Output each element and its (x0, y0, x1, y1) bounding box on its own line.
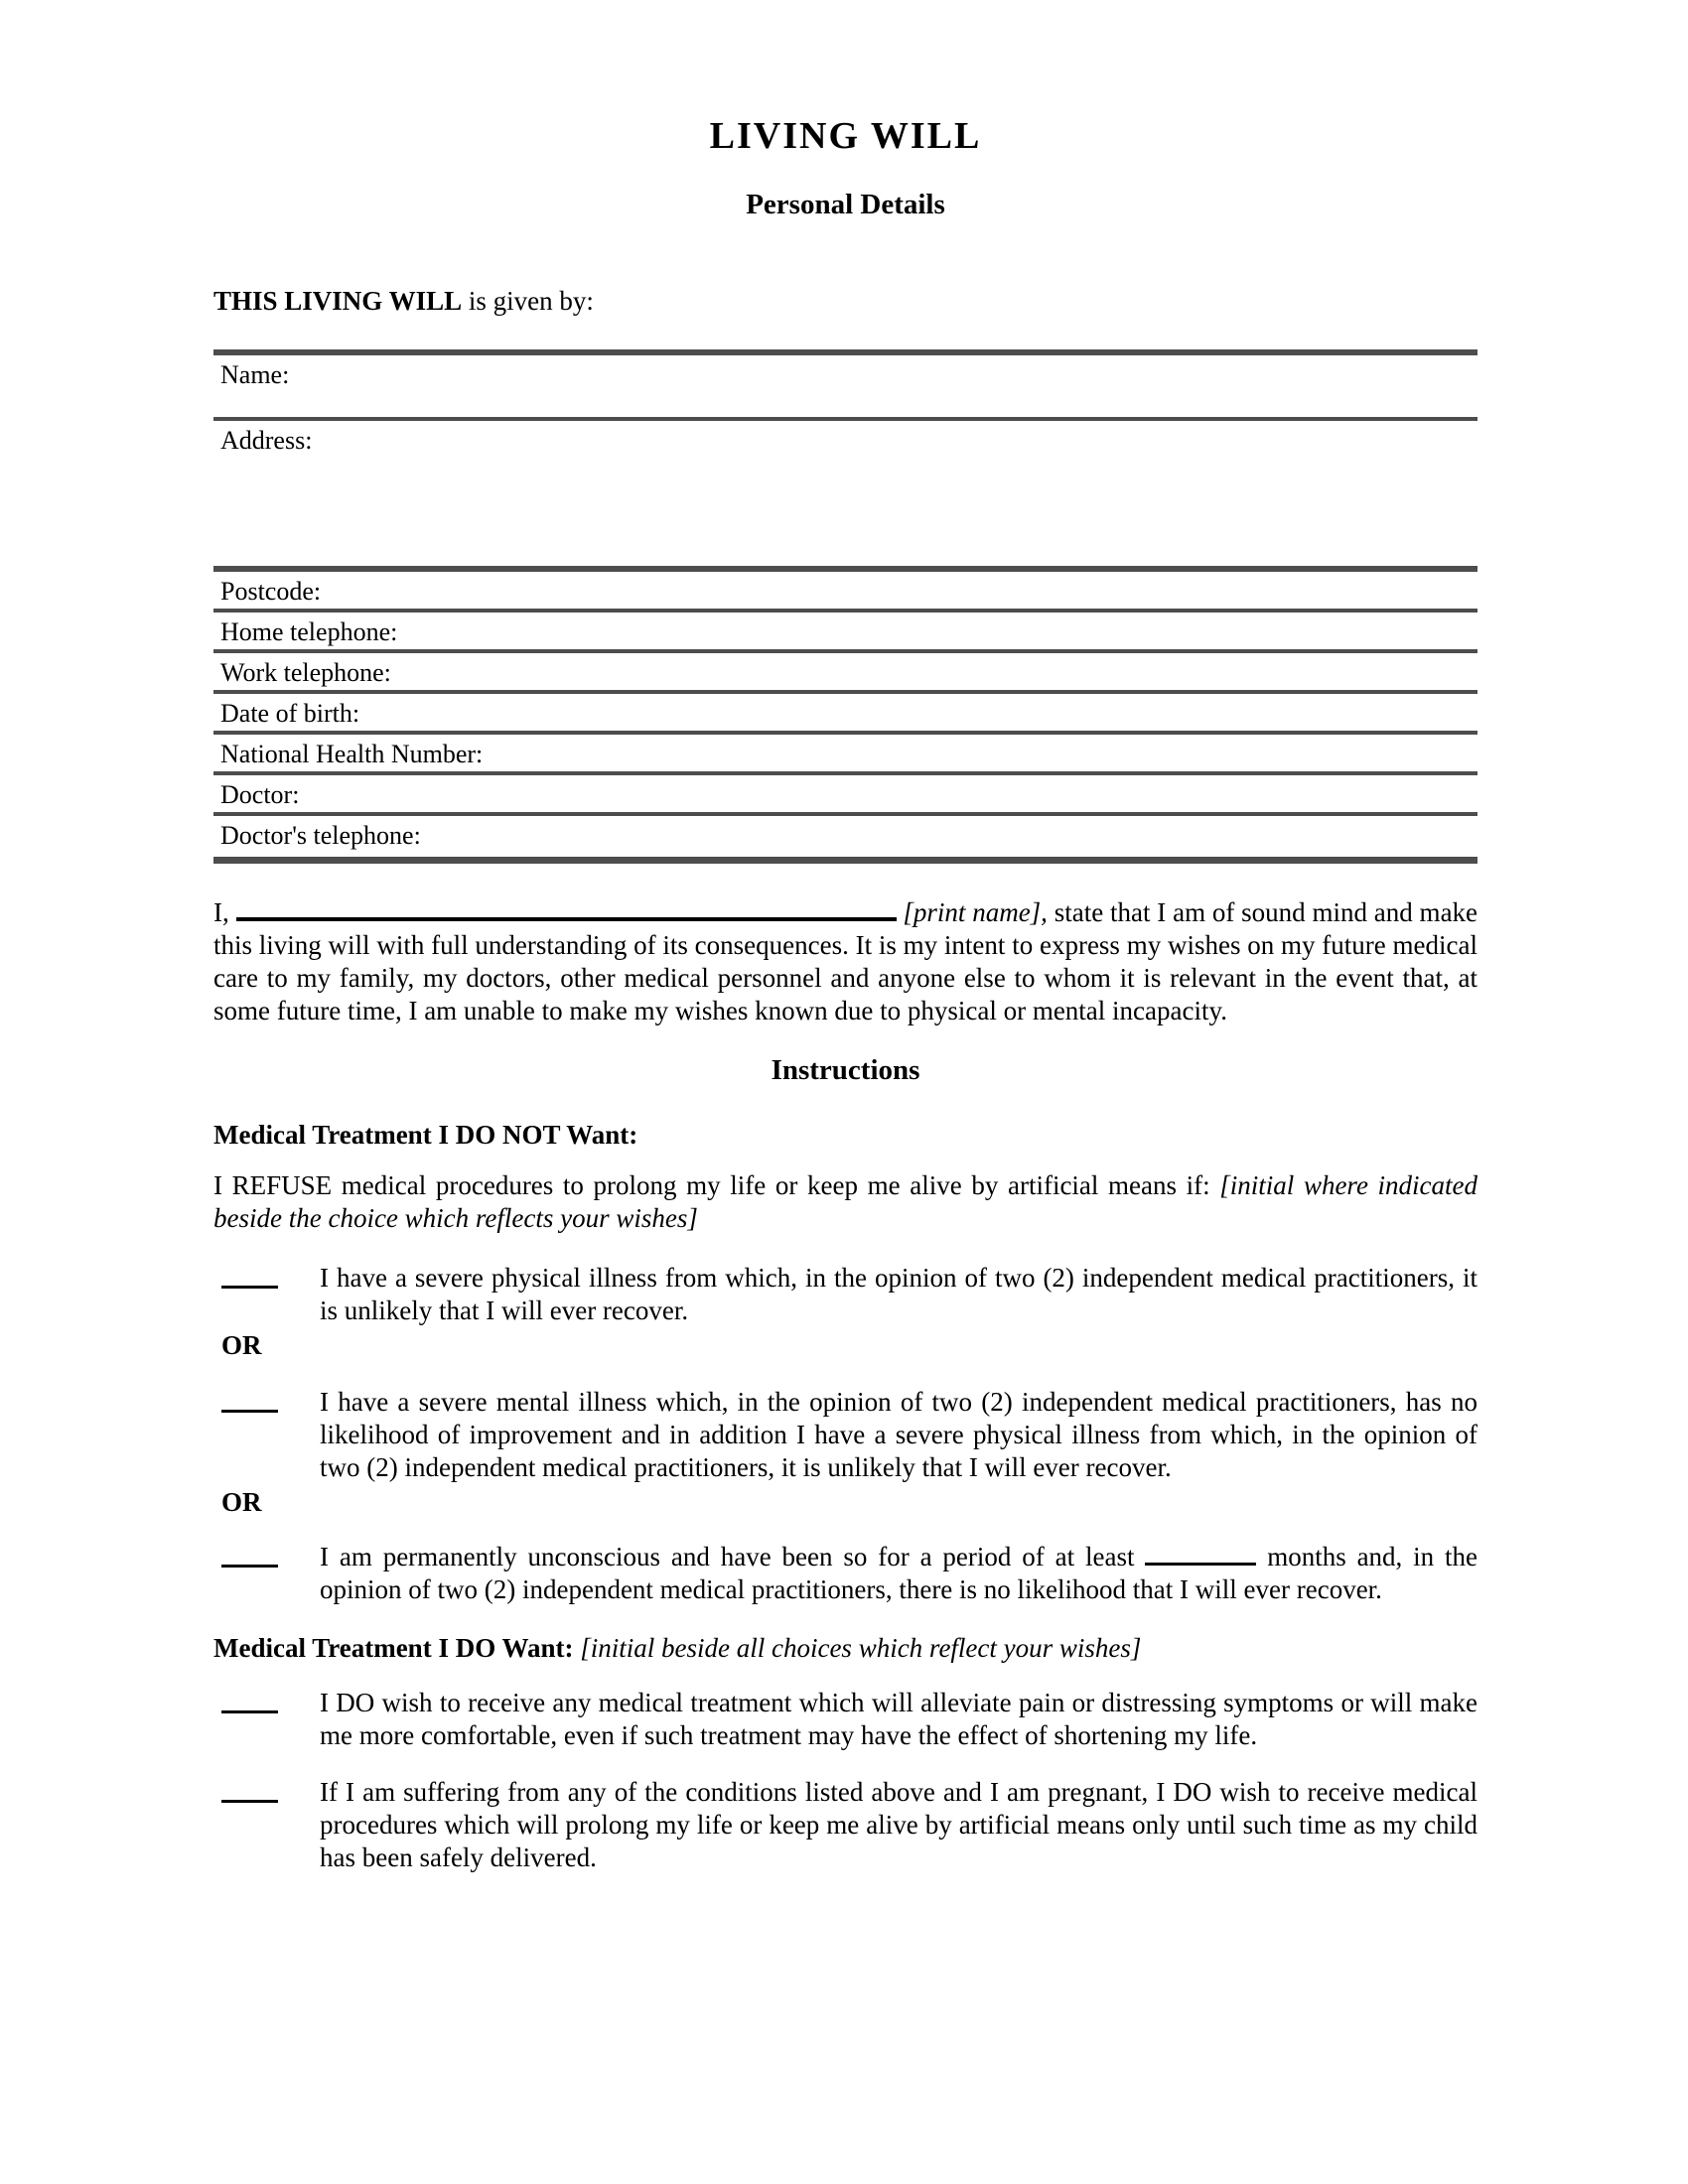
field-label-address: Address: (220, 426, 313, 455)
given-by-rest-text: is given by: (468, 286, 594, 316)
given-by-bold-text: THIS LIVING WILL (213, 286, 463, 316)
field-row-national-health-number[interactable] (213, 735, 1477, 775)
field-label-work-telephone: Work telephone: (220, 658, 391, 687)
declaration-paragraph (213, 896, 1477, 1027)
instructions-heading: Instructions (771, 1054, 920, 1086)
refuse-choice-3-before-blank: I am permanently unconscious and have been so for a period of at least (320, 1542, 1135, 1571)
initial-blank-refuse-2[interactable] (221, 1386, 278, 1413)
do-want-heading (213, 1632, 1477, 1665)
refuse-choice-1 (213, 1262, 1477, 1327)
want-choice-1-text: I DO wish to receive any medical treatment which will alleviate pain or distressing symptoms or will make me more comfortable, even if such treatment may have the effect of shortening my life. (320, 1688, 1477, 1750)
want-choice-1 (213, 1687, 1477, 1752)
field-row-address[interactable] (213, 421, 1477, 572)
field-label-date-of-birth: Date of birth: (220, 699, 360, 728)
field-label-postcode: Postcode: (220, 577, 322, 606)
initial-blank-want-1[interactable] (221, 1687, 278, 1713)
document-title: LIVING WILL (709, 115, 982, 157)
field-row-name[interactable] (213, 355, 1477, 421)
refuse-choice-3-after-blank: months and, in the opinion of two (2) independent medical practitioners, there is no likelihood that I will ever recover. (320, 1542, 1478, 1604)
field-label-home-telephone: Home telephone: (220, 617, 398, 646)
declaration-body: state that I am of sound mind and make this living will with full understanding of its consequences. It is my intent to express my wishes on my future medical care to my family, my doctors, other medical personnel and anyone else to whom it is relevant in the event that, at some future time, I am unable to make my wishes known due to physical or mental incapacity. (213, 897, 1478, 1025)
refuse-choice-3 (213, 1541, 1477, 1606)
refuse-intro-normal: I REFUSE medical procedures to prolong my life or keep me alive by artificial means if: (213, 1170, 1210, 1200)
print-name-blank[interactable] (236, 897, 897, 921)
do-want-heading-bold: Medical Treatment I DO Want: (213, 1633, 574, 1663)
field-label-national-health-number: National Health Number: (220, 740, 484, 768)
want-choice-2 (213, 1776, 1477, 1874)
declaration-prefix: I, (213, 897, 229, 927)
months-blank[interactable] (1145, 1545, 1256, 1566)
do-want-heading-italic: [initial beside all choices which reflect your wishes] (580, 1633, 1142, 1663)
refuse-choice-2-text: I have a severe mental illness which, in the opinion of two (2) independent medical practitioners, has no likelihood of improvement and in addition I have a severe physical illness from which, in the opinion of two (2) independent medical practitioners, it is unlikely that I will ever recover. (320, 1387, 1477, 1482)
do-not-want-heading: Medical Treatment I DO NOT Want: (213, 1120, 638, 1150)
refuse-intro-paragraph (213, 1169, 1477, 1235)
refuse-choice-1-text: I have a severe physical illness from which, in the opinion of two (2) independent medical practitioners, it is unlikely that I will ever recover. (320, 1263, 1477, 1325)
refuse-intro-italic: [initial where indicated beside the choice which reflects your wishes] (213, 1170, 1478, 1233)
initial-blank-refuse-3[interactable] (221, 1541, 278, 1568)
field-row-doctor[interactable] (213, 775, 1477, 816)
or-separator-1: OR (221, 1330, 262, 1360)
personal-details-table (213, 349, 1477, 864)
field-row-postcode[interactable] (213, 572, 1477, 613)
initial-blank-want-2[interactable] (221, 1776, 278, 1803)
initial-blank-refuse-1[interactable] (221, 1262, 278, 1289)
given-by-line (213, 285, 1477, 318)
refuse-choice-2 (213, 1386, 1477, 1484)
field-row-work-telephone[interactable] (213, 653, 1477, 694)
field-row-date-of-birth[interactable] (213, 694, 1477, 735)
print-name-note: [print name], (903, 897, 1048, 927)
field-label-name: Name: (220, 360, 290, 389)
field-label-doctor: Doctor: (220, 780, 300, 809)
field-row-doctors-telephone[interactable] (213, 816, 1477, 857)
field-row-home-telephone[interactable] (213, 613, 1477, 653)
refuse-choice-3-text (320, 1541, 1477, 1606)
field-label-doctors-telephone: Doctor's telephone: (220, 821, 421, 850)
section-subtitle-personal-details: Personal Details (746, 189, 945, 220)
want-choice-2-text: If I am suffering from any of the conditions listed above and I am pregnant, I DO wish to receive medical procedures which will prolong my life or keep me alive by artificial means only until such time as my child has been safely delivered. (320, 1777, 1477, 1872)
or-separator-2: OR (221, 1487, 262, 1517)
